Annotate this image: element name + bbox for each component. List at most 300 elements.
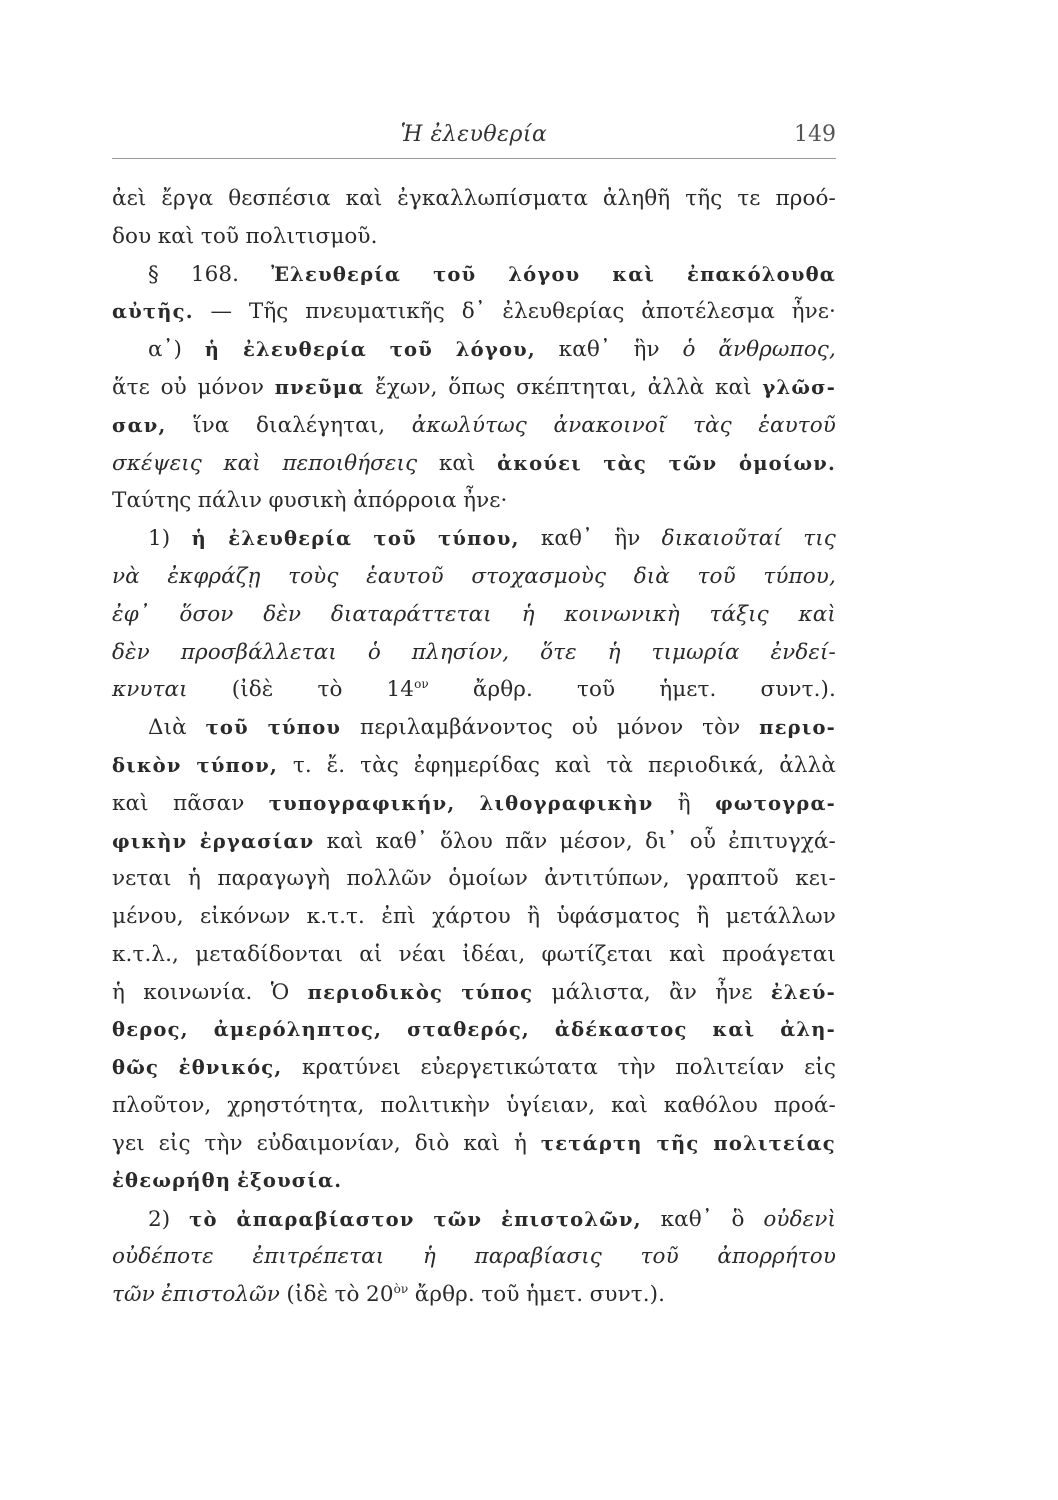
word [317, 677, 342, 702]
word [205, 1131, 243, 1156]
text-line [112, 451, 836, 489]
word [360, 715, 553, 740]
word-text: οὐ [571, 715, 598, 741]
word-text: τύπου [267, 716, 342, 740]
word-text: τὸ [317, 677, 343, 703]
word-text: ἐθνικός, [178, 1056, 283, 1080]
running-title: Ἡ ἐλευθερία [400, 122, 548, 147]
word [366, 564, 444, 589]
word-text: ἀκούει [497, 451, 582, 475]
word-text: θῶς [112, 1056, 160, 1080]
word-text: ἂν [669, 979, 697, 1005]
word [237, 1169, 342, 1192]
word-text: προό- [775, 186, 836, 211]
word [387, 677, 429, 702]
page-number: 149 [794, 122, 836, 147]
word-text: σκέψεις [112, 450, 202, 476]
word-text: κοινωνικὴ [564, 601, 680, 627]
word [195, 942, 343, 967]
text-line [112, 1169, 836, 1207]
word-text: θεσπέσια [228, 186, 331, 211]
word-text: ἀεὶ [112, 186, 147, 211]
word [475, 1244, 602, 1269]
word-text: σαν, [112, 413, 167, 437]
word [206, 716, 249, 739]
word-text: καὶ [438, 450, 476, 476]
word [243, 338, 367, 361]
word-text: δὲν [112, 639, 150, 665]
word-text: περιοδικὸς [307, 980, 444, 1004]
word [763, 564, 836, 589]
word [200, 830, 315, 853]
word-text: κ.τ.λ., [112, 941, 179, 967]
word-text: καθ᾽ [660, 1206, 713, 1232]
word-text: ἐπιστολῶν [161, 1282, 280, 1308]
word-text: εὐδαιμονίαν, [256, 1130, 401, 1156]
word [181, 640, 337, 665]
word-text: τοῦ [433, 262, 477, 286]
word [263, 602, 301, 627]
word [771, 640, 836, 665]
word [112, 942, 179, 967]
word-text: τοῦ [205, 716, 249, 740]
word-text: κει- [795, 866, 836, 892]
word-text: μάλιστα, [551, 979, 651, 1005]
word [223, 451, 260, 476]
word [590, 1282, 665, 1307]
word-text: ἡμετ. [659, 677, 717, 703]
word-text: μόνον [197, 374, 264, 400]
word-text: προάγεται [721, 941, 836, 967]
word-text: τῶν [112, 1282, 155, 1308]
word [553, 413, 666, 438]
word [112, 980, 125, 1005]
word-text: ἐργασίαν [199, 829, 315, 853]
word [112, 1093, 211, 1118]
word-text: ἐγκαλλωπίσματα [397, 186, 588, 211]
word [792, 299, 836, 324]
word [288, 564, 338, 589]
word-text: Ταύτης [112, 488, 192, 514]
word [641, 1244, 679, 1269]
word-text: ὁμοίων. [738, 451, 836, 475]
word [461, 981, 533, 1004]
word [158, 224, 195, 249]
word [269, 488, 347, 513]
word-text: συντ.). [589, 1282, 666, 1308]
word-text: μόνον [616, 715, 684, 741]
word [715, 375, 752, 400]
word-text: καὶ [712, 1017, 756, 1041]
word [678, 791, 691, 816]
word [696, 904, 709, 929]
word-text: ὑφάσματος [556, 904, 681, 930]
word [271, 263, 401, 286]
word-text: ὅλου [439, 828, 493, 854]
word-text: ἔργα [161, 186, 214, 211]
word [293, 753, 312, 778]
word-text: ἄρθρ. [414, 1282, 475, 1308]
word-text: μεταδίδονται [195, 941, 344, 967]
word [732, 1207, 745, 1232]
text-line [112, 753, 836, 791]
word-text: καὶ [326, 828, 364, 854]
word-text: ὃ [731, 1206, 745, 1232]
word-text: ἡ [422, 1244, 436, 1270]
word-text: μετάλλων [725, 904, 836, 930]
word-text: δου [112, 223, 152, 249]
word [560, 829, 633, 854]
word-text: ἣν [633, 337, 660, 363]
word [112, 451, 202, 476]
word [112, 866, 172, 891]
word-text: ἦνε· [791, 299, 836, 325]
word [368, 640, 381, 665]
word-text: ἐκφράζῃ [167, 563, 261, 589]
word [718, 337, 836, 362]
word-text: ἣν [614, 526, 641, 552]
word-text: λιθογραφικὴν [479, 791, 654, 815]
word-text: εἰς [158, 1130, 191, 1156]
word-text: πολιτείας [713, 1131, 836, 1155]
word [112, 677, 188, 702]
word [191, 262, 239, 287]
word [167, 564, 260, 589]
word [780, 1018, 836, 1041]
text-line [112, 337, 836, 375]
word [302, 1055, 401, 1080]
word [414, 753, 540, 778]
word [161, 1282, 280, 1307]
word [148, 337, 182, 362]
word [432, 904, 511, 929]
word [268, 716, 341, 739]
text-line [112, 224, 836, 262]
word-text: τε [737, 186, 761, 211]
word [335, 1282, 360, 1307]
word-text: πεποιθήσεις [282, 450, 418, 476]
word [690, 829, 716, 854]
word-text: φικὴν [112, 829, 188, 853]
word [210, 299, 232, 324]
word-text: ἄρθρ. [472, 677, 533, 703]
word [112, 224, 151, 249]
word [606, 753, 633, 778]
word [198, 488, 262, 513]
word-text: εἰς [804, 1055, 836, 1081]
word-text: ἐφημερίδας [413, 752, 540, 778]
text-line [112, 1282, 836, 1320]
word [722, 942, 836, 967]
word-text: ἢ [677, 790, 691, 816]
word [541, 1132, 643, 1155]
word-text: πᾶσαν [173, 790, 245, 816]
word [612, 263, 655, 286]
word [112, 186, 146, 211]
word-text: ἐπὶ [381, 904, 416, 930]
word-text: ἀποτέλεσμα [641, 299, 775, 325]
word-text: ὅσον [179, 601, 234, 627]
superscript: ὸν [393, 1281, 409, 1296]
word [327, 753, 346, 778]
word-text: καθ᾽ [540, 526, 593, 552]
word-text: τὴν [617, 1055, 656, 1081]
word-text: δικὸν [112, 753, 182, 777]
word [717, 1244, 836, 1269]
word-text: ἀμερόληπτος, [213, 1017, 383, 1041]
word [286, 1282, 328, 1307]
word [193, 413, 229, 438]
word-text: ἐλεύ- [770, 980, 836, 1004]
word-text: εὐεργετικώτατα [420, 1055, 599, 1081]
word [497, 452, 582, 475]
superscript: ον [414, 677, 429, 692]
word-text: κ.τ.τ. [306, 904, 365, 930]
word [572, 715, 598, 740]
word-text: ἢ [527, 904, 541, 930]
word-text: νέαι [398, 941, 447, 967]
word [112, 488, 191, 513]
word [556, 904, 680, 929]
word-text: προά- [773, 1093, 836, 1119]
word-text: ἔ. [326, 752, 346, 778]
word-text: καὶ [612, 262, 656, 286]
word-text: συντ.). [760, 677, 836, 703]
word-text: φωτίζεται [541, 941, 653, 967]
word [463, 488, 507, 513]
word [516, 375, 637, 400]
word-text: ἔχων, [375, 374, 438, 400]
word [112, 1244, 214, 1269]
word-text: πνευματικῆς [305, 299, 445, 325]
word [758, 413, 836, 438]
word-text: 168. [190, 261, 240, 287]
text-line [112, 1131, 836, 1169]
word-text: μένου, [112, 904, 184, 930]
word [112, 904, 184, 929]
word-text: ὅπως [448, 374, 506, 400]
word-text: καὶ [611, 1093, 648, 1119]
word-text: ἀκωλύτως [411, 412, 527, 438]
word-text: φωτογρα- [715, 791, 836, 815]
word-text: παραβίασις [474, 1244, 602, 1270]
word-text: ἐξουσία. [237, 1168, 343, 1192]
body-text [112, 186, 836, 1320]
word [173, 791, 244, 816]
word-text: ἡ [607, 639, 621, 665]
word [161, 375, 187, 400]
word [462, 942, 525, 967]
word-text: ἀδέκαστος [554, 1017, 688, 1041]
word [641, 299, 775, 324]
word-text: ὁ [682, 337, 696, 363]
word-text: τῶν [668, 451, 718, 475]
word-text: ἑαυτοῦ [758, 412, 836, 438]
word [659, 677, 716, 702]
word [148, 715, 187, 740]
word [614, 526, 640, 551]
word [804, 1055, 836, 1080]
word [245, 224, 377, 249]
word-text: καὶ [669, 941, 706, 967]
word [399, 942, 447, 967]
word-text: ἀπορρήτου [717, 1244, 836, 1270]
word [759, 716, 836, 739]
word [112, 791, 149, 816]
word [737, 186, 760, 211]
word [433, 263, 476, 286]
word [657, 1132, 700, 1155]
word [275, 376, 365, 399]
word-text: ἀντιτύπων, [544, 866, 670, 892]
word [540, 640, 577, 665]
word [200, 904, 290, 929]
word-text: διαλέγηται, [256, 412, 386, 438]
word [603, 186, 670, 211]
word-text: ἦνε [715, 979, 753, 1005]
word [112, 1282, 155, 1307]
word-text: Ὁ [270, 979, 290, 1005]
word [693, 413, 732, 438]
word [440, 829, 493, 854]
word [713, 1018, 756, 1041]
word [473, 677, 533, 702]
word [527, 904, 540, 929]
word-text: τῆς [685, 186, 723, 211]
word [159, 1131, 191, 1156]
word-text: γει [112, 1130, 145, 1156]
word-text: διὰ [633, 563, 670, 589]
word-text: ἐπιστολῶν, [501, 1207, 642, 1231]
word [603, 452, 647, 475]
word-text: τὰ [606, 752, 634, 778]
word-text: τύπου, [763, 563, 836, 589]
word-text: δι᾽ [645, 828, 678, 854]
text-line [112, 829, 836, 867]
word-text: πνεῦμα [274, 375, 365, 399]
word [112, 754, 182, 777]
word [514, 1131, 527, 1156]
word [506, 1093, 595, 1118]
word-text: ἀλλὰ [779, 752, 836, 778]
word [433, 1208, 482, 1231]
word-text: γραπτοῦ [686, 866, 779, 892]
word-text: τοὺς [288, 563, 339, 589]
word-text: Ἐλευθερία [271, 262, 402, 286]
word [505, 829, 547, 854]
word-text: αὐτῆς. [112, 300, 194, 324]
word [559, 337, 611, 362]
word-text: τοῦ [640, 1244, 679, 1270]
word-text: ἅτε [112, 374, 150, 400]
word [308, 981, 443, 1004]
word-text: τὸν [702, 715, 741, 741]
word [228, 186, 330, 211]
word-text: περιοδικά, [647, 752, 765, 778]
text-line [112, 904, 836, 942]
word-text: ἀνακοινοῖ [553, 412, 667, 438]
word [682, 337, 695, 362]
word [771, 981, 836, 1004]
word [522, 602, 535, 627]
word-text: λόγου [508, 262, 581, 286]
word [669, 942, 706, 967]
word [205, 338, 220, 361]
text-line [112, 1055, 836, 1093]
word [148, 262, 159, 287]
word-text: (ἰδὲ [286, 1282, 329, 1308]
text-line [112, 677, 836, 715]
word-text: ὅτε [540, 639, 577, 665]
word [112, 1056, 159, 1079]
word [112, 640, 150, 665]
word [353, 488, 457, 513]
word [327, 829, 364, 854]
word [645, 829, 677, 854]
word-text: χάρτου [432, 904, 511, 930]
word-text: ὁ [367, 639, 381, 665]
word-text: 14 [386, 677, 415, 703]
word-text: ἀληθῆ [602, 186, 671, 211]
word-text: 20 [366, 1282, 394, 1308]
word-text: τις [803, 526, 836, 552]
word-text: θερος, [112, 1017, 189, 1041]
word-text: διὸ [414, 1130, 450, 1156]
word-text: περιλαμβάνοντος [360, 715, 553, 741]
word-text: ἐπιτρέπεται [252, 1244, 385, 1270]
word [366, 1282, 408, 1307]
word [456, 338, 536, 361]
word [415, 1131, 450, 1156]
word [376, 829, 428, 854]
word [448, 866, 528, 891]
word [179, 1056, 283, 1079]
word [648, 753, 764, 778]
word [252, 1244, 384, 1269]
word [686, 866, 779, 891]
word-text: δ᾽ [461, 299, 486, 325]
word-text: — [210, 299, 233, 325]
word [397, 186, 588, 211]
word-text: ἦνε· [463, 488, 508, 514]
word-text: τοῦ [373, 527, 417, 551]
word-text: τάξις [709, 601, 769, 627]
word [112, 414, 167, 437]
word [774, 1093, 836, 1118]
word-text: τετάρτη [540, 1131, 643, 1155]
word [217, 866, 330, 891]
word-text: στοχασμοὺς [471, 563, 607, 589]
word [552, 980, 651, 1005]
word-text: σταθερός, [407, 1017, 530, 1041]
word-text: ἡ [521, 601, 535, 627]
word-text: ἀπαραβίαστον [236, 1207, 415, 1231]
word [698, 564, 736, 589]
word-text: ἰδέαι, [462, 941, 526, 967]
word [390, 338, 433, 361]
word [541, 942, 652, 967]
word [346, 866, 432, 891]
word [192, 527, 207, 550]
word-text: καὶ [554, 752, 592, 778]
text-line [112, 375, 836, 413]
word-text: τοῦ [389, 338, 433, 362]
word-text: κνυται [112, 677, 188, 703]
word-text: πολλῶν [346, 866, 432, 892]
word [197, 375, 264, 400]
word-text: τυπογραφικήν, [268, 791, 456, 815]
text-line [112, 1207, 836, 1245]
